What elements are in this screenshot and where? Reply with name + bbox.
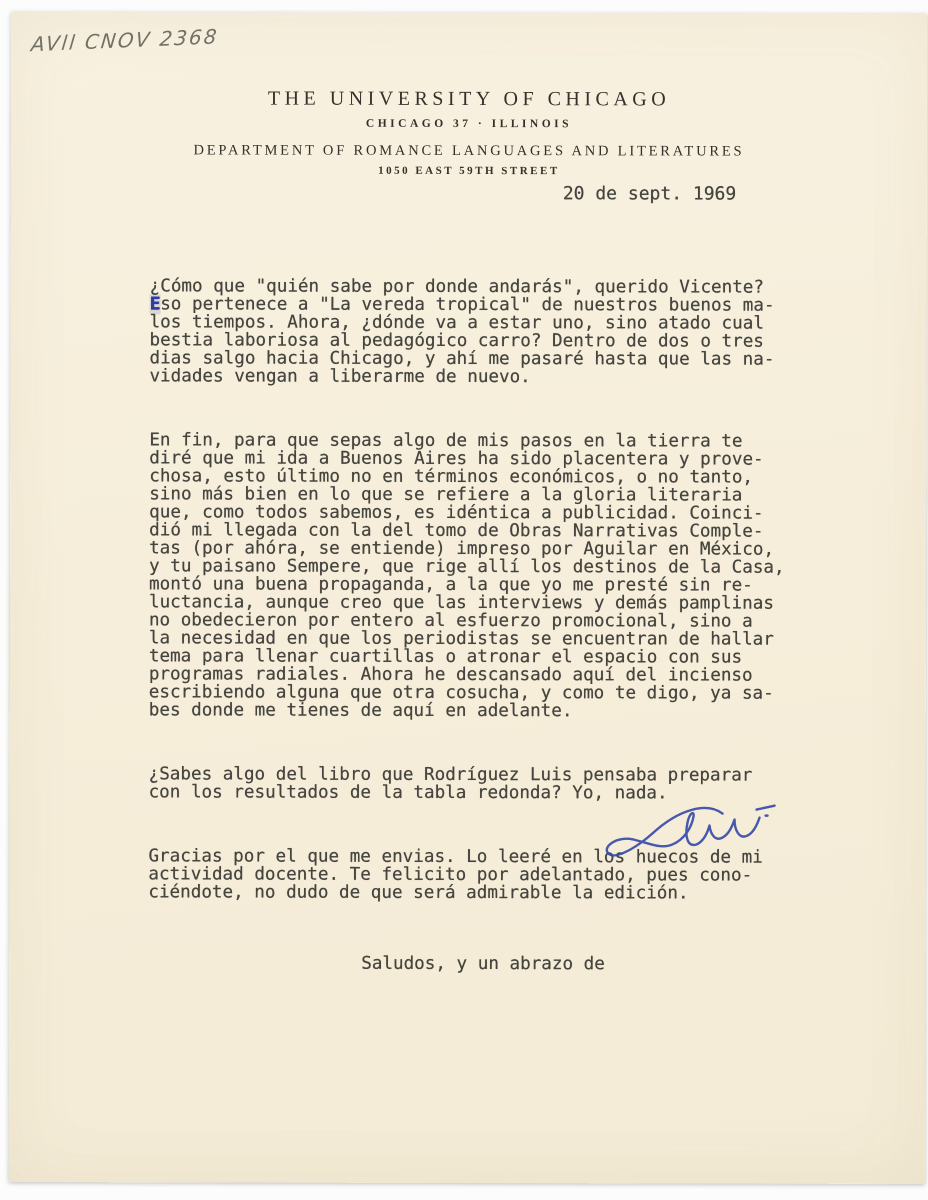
paragraph-2: En fin, para que sepas algo de mis pasos en la tierra te diré que mi ida a Buenos Aires ha sido placentera y prove- chosa, esto último no en términos económicos, o no tanto, sino más bien en lo que se refiere a la gloria literaria que, como todos sabemos, es idéntica a publicidad. Coinci- dió mi llegada con la del tomo de Obras Narrativas Comple- tas (por ahóra, se entiende) impreso por Aguilar en México, y tu paisano Sempere, que rige allí los destinos de la Casa, montó una buena propaganda, a la que yo me presté sin re- luctancia, aunque creo que las interviews y demás pamplinas no obedecieron por entero al esfuerzo promocional, sino a la necesidad en que los periodistas se encuentran de hallar tema para llenar cuartillas o atronar el espacio con sus programas radiales. Ahora he descansado aquí del incienso escribiendo alguna que otra cosucha, y como te digo, ya sa- bes donde me tienes de aquí en adelante.: [148, 430, 785, 722]
letterhead-department-name: DEPARTMENT OF ROMANCE LANGUAGES AND LITERATURES: [193, 142, 745, 160]
letterhead-city-line: CHICAGO 37 · ILLINOIS: [365, 117, 573, 131]
letterhead-street-address: 1050 EAST 59TH STREET: [378, 164, 560, 178]
blue-ink-corrected-letter: E: [149, 294, 161, 315]
letter-body: [148, 241, 840, 1009]
letter-paper: [9, 12, 927, 1184]
paragraph-1-first-line: ¿Cómo que "quién sabe por donde andarás", querido Vicente?: [149, 276, 765, 298]
closing-line: Saludos, y un abrazo de: [361, 953, 605, 975]
paragraph-1-rest: so pertenece a "La vereda tropical" de nuestros buenos ma- los tiempos. Ahora, ¿dónde va a estar uno, sino atado cual bestia laboriosa al pedagógico carro? Dentro de dos o tres dias salgo hacia Chicago, y ahí me pasaré hasta que las na- vidades vengan a liberarme de nuevo.: [149, 294, 775, 388]
paragraph-4: Gracias por el que me envias. Lo leeré en los huecos de mi actividad docente. Te felicito por adelantado, pues cono- ciéndote, no dudo de que será admirable la edición.: [148, 846, 763, 904]
paragraph-1: [149, 277, 839, 386]
letterhead: [11, 12, 927, 178]
letter-date: 20 de sept. 1969: [562, 183, 737, 205]
paragraph-3: ¿Sabes algo del libro que Rodríguez Luis pensaba preparar con los resultados de la tabla redonda? Yo, nada.: [148, 764, 753, 804]
signature-block: [594, 789, 794, 881]
letterhead-university-name: THE UNIVERSITY OF CHICAGO: [267, 87, 671, 111]
signature-ayala-icon: [594, 789, 794, 881]
pencil-archive-annotation: AVll CNOV 2368: [30, 24, 220, 57]
